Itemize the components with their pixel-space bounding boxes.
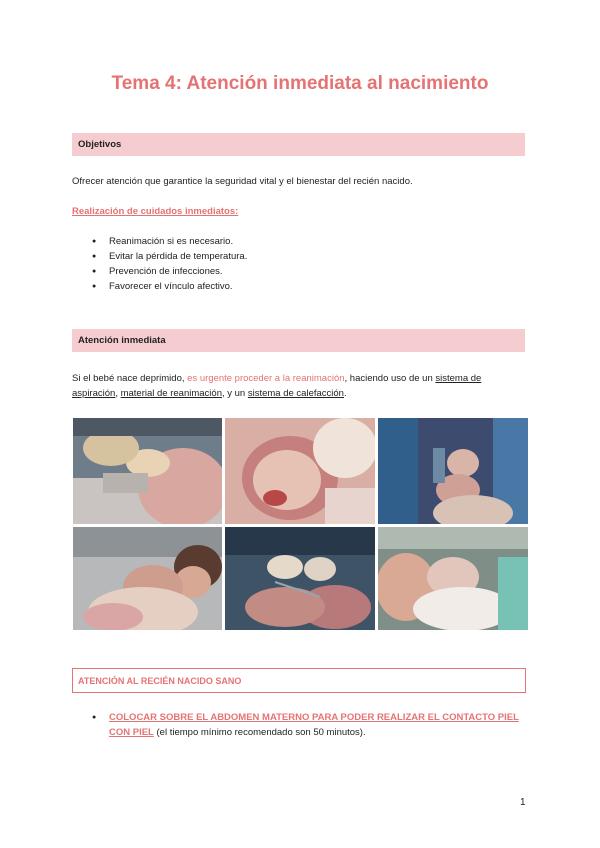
- section-header-sano: ATENCIÓN AL RECIÉN NACIDO SANO: [72, 668, 526, 693]
- photo-newborn-head-emerging: [225, 418, 375, 524]
- cuidados-heading: Realización de cuidados inmediatos:: [72, 206, 239, 217]
- list-item: ● Evitar la pérdida de temperatura.: [92, 249, 247, 264]
- link-calefaccion: sistema de calefacción: [247, 388, 344, 399]
- page-title: Tema 4: Atención inmediata al nacimiento: [111, 73, 489, 94]
- photo-baby-on-mother-chest: [378, 527, 528, 630]
- link-reanimacion: material de reanimación: [120, 388, 222, 399]
- cuidados-list: [92, 234, 247, 294]
- section-header-atencion: Atención inmediata: [72, 329, 525, 352]
- highlight-text: es urgente proceder a la reanimación: [187, 373, 345, 384]
- photo-mother-holding-baby: [73, 527, 222, 630]
- list-item: ● Favorecer el vínculo afectivo.: [92, 279, 247, 294]
- link-aspiracion: sistema de aspiración: [72, 373, 482, 399]
- list-item: ● Prevención de infecciones.: [92, 264, 247, 279]
- list-item: ● COLOCAR SOBRE EL ABDOMEN MATERNO PARA PODER REALIZAR EL CONTACTO PIEL CON PIEL (el tiempo mínimo recomendado son 50 minutos).: [92, 712, 519, 738]
- highlight-text: COLOCAR SOBRE EL ABDOMEN MATERNO PARA PODER REALIZAR EL CONTACTO PIEL CON PIEL: [109, 712, 519, 738]
- page-number: 1: [520, 797, 526, 808]
- objetivos-text: Ofrecer atención que garantice la seguridad vital y el bienestar del recién nacido.: [72, 176, 413, 187]
- section-header-objetivos: Objetivos: [72, 133, 525, 156]
- bullet-icon: ●: [92, 714, 97, 721]
- photo-gloved-hands-delivery: [73, 418, 222, 524]
- photo-newborn-held-up: [378, 418, 528, 524]
- photo-cord-clamping: [225, 527, 375, 630]
- list-item: ● Reanimación si es necesario.: [92, 234, 247, 249]
- photo-collage: [73, 418, 528, 630]
- atencion-paragraph: Si el bebé nace deprimido, es urgente proceder a la reanimación, haciendo uso de un sistema de aspiración, material de reanimación, y un sistema de calefacción.: [72, 373, 482, 399]
